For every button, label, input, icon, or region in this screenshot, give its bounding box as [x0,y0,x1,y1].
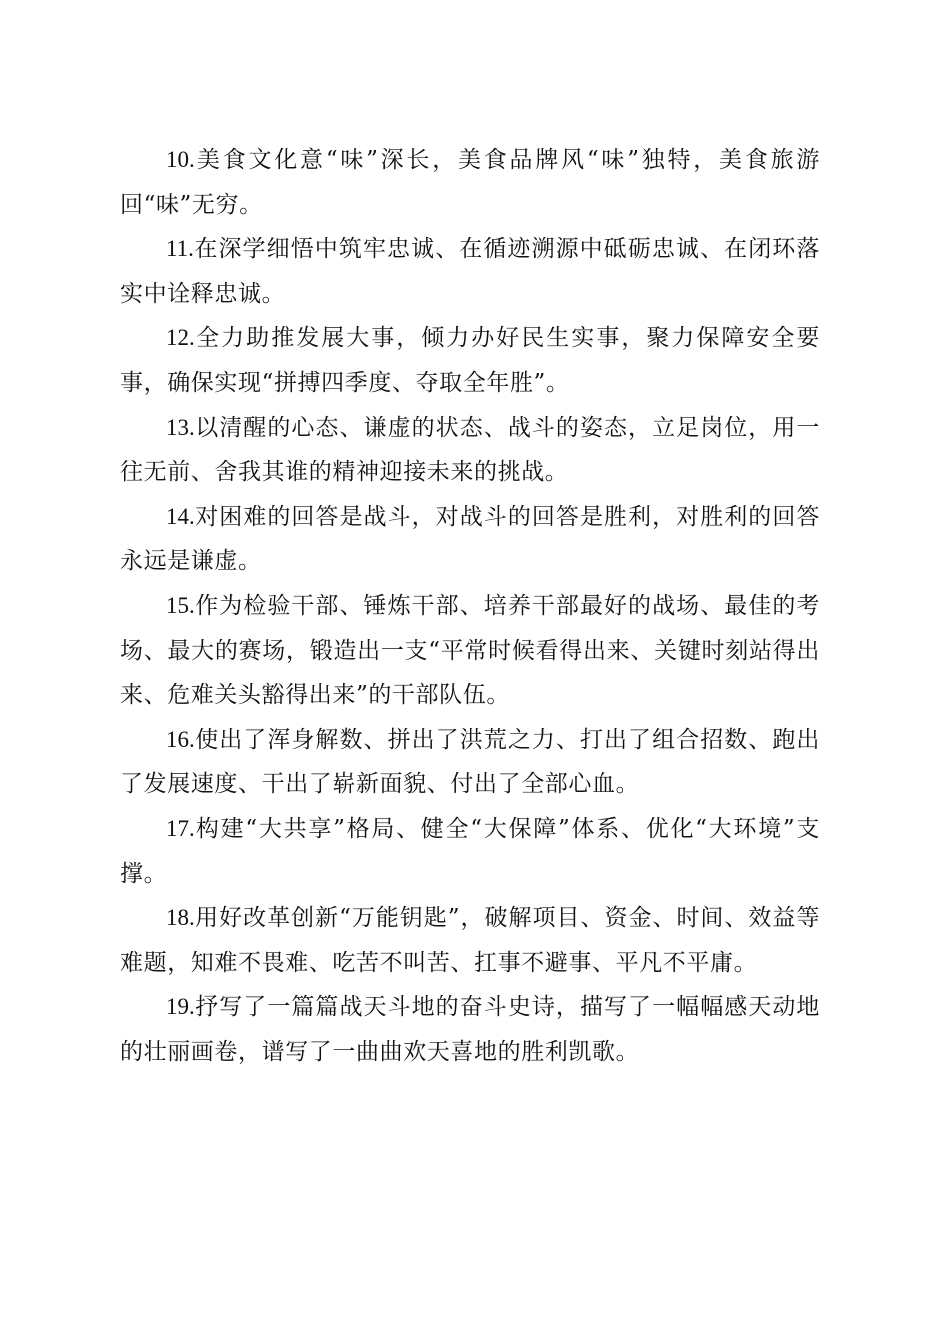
item-number: 18. [166,905,195,931]
item-number: 13. [166,414,195,440]
list-item [120,406,820,495]
list-item [120,138,820,227]
list-item [120,495,820,584]
list-item [120,807,820,896]
item-text: 美食文化意“味”深长，美食品牌风“味”独特，美食旅游回“味”无穷。 [120,147,820,218]
item-number: 12. [166,325,195,351]
item-text: 对困难的回答是战斗，对战斗的回答是胜利，对胜利的回答永远是谦虚。 [120,503,820,575]
item-text: 在深学细悟中筑牢忠诚、在循迹溯源中砥砺忠诚、在闭环落实中诠释忠诚。 [120,236,820,307]
item-number: 17. [166,815,195,841]
list-item [120,896,820,985]
item-number: 19. [166,994,195,1020]
list-item [120,316,820,405]
list-item [120,584,820,718]
item-text: 使出了浑身解数、拼出了洪荒之力、打出了组合招数、跑出了发展速度、干出了崭新面貌、付出了全部心血。 [120,726,820,798]
item-number: 15. [166,592,195,618]
item-text: 用好改革创新“万能钥匙”，破解项目、资金、时间、效益等难题，知难不畏难、吃苦不叫苦、扛事不避事、平凡不平庸。 [120,905,820,976]
list-item [120,227,820,316]
item-number: 16. [166,726,195,752]
item-number: 11. [166,236,194,262]
list-item [120,985,820,1074]
item-text: 全力助推发展大事，倾力办好民生实事，聚力保障安全要事，确保实现“拼搏四季度、夺取全年胜”。 [120,325,820,396]
item-number: 14. [166,503,195,529]
item-text: 作为检验干部、锤炼干部、培养干部最好的战场、最佳的考场、最大的赛场，锻造出一支“平常时候看得出来、关键时刻站得出来、危难关头豁得出来”的干部队伍。 [120,592,820,709]
item-text: 以清醒的心态、谦虚的状态、战斗的姿态，立足岗位，用一往无前、舍我其谁的精神迎接未来的挑战。 [120,414,820,486]
list-item [120,718,820,807]
item-text: 抒写了一篇篇战天斗地的奋斗史诗，描写了一幅幅感天动地的壮丽画卷，谱写了一曲曲欢天喜地的胜利凯歌。 [120,994,820,1065]
document-body [120,138,820,1074]
item-number: 10. [166,147,195,172]
item-text: 构建“大共享”格局、健全“大保障”体系、优化“大环境”支撑。 [120,815,820,887]
